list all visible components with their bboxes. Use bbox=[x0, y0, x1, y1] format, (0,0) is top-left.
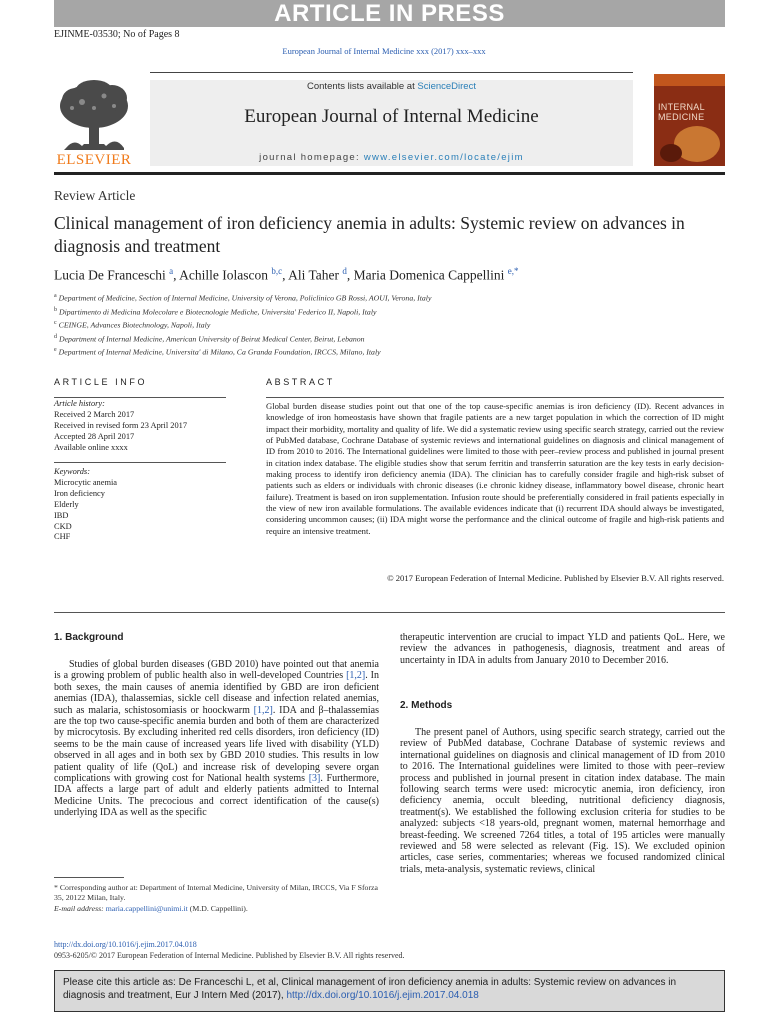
author-affiliation-mark[interactable]: d bbox=[342, 266, 347, 276]
methods-heading: 2. Methods bbox=[400, 700, 453, 711]
affiliation-item: $^a$ Department of Medicine, Section of Internal Medicine, University of Verona, Policlinico GB Rossi, AOUI, Verona, Italy bbox=[54, 293, 432, 303]
history-label: Article history: bbox=[54, 399, 105, 408]
history-item: Accepted 28 April 2017 bbox=[54, 431, 135, 441]
citation-link[interactable]: [3] bbox=[308, 773, 321, 785]
contents-line bbox=[150, 81, 633, 92]
cover-artwork-shadow bbox=[660, 144, 682, 162]
keywords-rule bbox=[54, 462, 226, 463]
citation-doi-link[interactable]: http://dx.doi.org/10.1016/j.ejim.2017.04.018 bbox=[286, 990, 479, 1001]
abstract-heading: ABSTRACT bbox=[266, 377, 335, 387]
keywords-block bbox=[54, 467, 117, 543]
keyword-item: Iron deficiency bbox=[54, 488, 105, 498]
author-affiliation-mark[interactable]: a bbox=[169, 266, 174, 276]
continuation-paragraph: therapeutic intervention are crucial to impact YLD and patients QoL. Here, we review the advances in pathogenesis, diagnosis, treatment and areas of uncertainty in IDA in adults from January 2010 to December 2016. bbox=[400, 632, 725, 666]
article-info-rule bbox=[54, 397, 226, 398]
author-name: Maria Domenica Cappellini bbox=[353, 267, 505, 283]
history-item: Received 2 March 2017 bbox=[54, 409, 135, 419]
issn-line: 0953-6205/© 2017 European Federation of Internal Medicine. Published by Elsevier B.V. All rights reserved. bbox=[54, 951, 405, 960]
footnote-rule bbox=[54, 877, 124, 878]
author-name: Achille Iolascon bbox=[179, 267, 268, 283]
homepage-link[interactable]: www.elsevier.com/locate/ejim bbox=[363, 152, 524, 163]
sciencedirect-link[interactable]: ScienceDirect bbox=[417, 81, 476, 92]
abstract-bottom-rule bbox=[54, 612, 725, 613]
citation-box bbox=[54, 970, 725, 1012]
journal-reference-link[interactable]: European Journal of Internal Medicine xxx (2017) xxx–xxx bbox=[282, 46, 486, 56]
corresponding-author-text: * Corresponding author at: Department of Internal Medicine, University of Milan, IRCCS, Via F Sforza 35, 20122 Milan, Italy. bbox=[54, 883, 378, 903]
author-name: Lucia De Franceschi bbox=[54, 267, 166, 283]
affiliation-item: $^c$ CEINGE, Advances Biotechnology, Napoli, Italy bbox=[54, 320, 211, 330]
article-in-press-banner: ARTICLE IN PRESS bbox=[54, 0, 725, 27]
abstract-top-rule bbox=[266, 397, 724, 398]
journal-cover-thumbnail bbox=[654, 74, 725, 166]
masthead-top-rule bbox=[150, 72, 633, 73]
email-link[interactable]: maria.cappellini@unimi.it bbox=[105, 903, 188, 913]
citation-link[interactable]: [1,2] bbox=[253, 704, 273, 716]
methods-paragraph: The present panel of Authors, using specific search strategy, carried out the review of PubMed database, Cochrane Database of systemic reviews and international guidelines on diagnosis and clinical management of ID from 2010 to 2016. The International guidelines were limited to those with peer–review process and published in journal present in citation index database. The main following search terms were used: microcytic anemia, iron deficiency, iron deficiency anemia, occult bleeding, nutritional deficiency diagnosis, treatment(s). We established the following exclusion criteria for studies to be analyzed: subjects <18 years-old, pregnant women, maternal hemorrhage and breast-feeding. We screened 7264 titles, a total of 195 articles were manually reviewed and 58 were selected as relevant (Fig. 1S). We excluded opinion articles, case series, commentaries; whereas we focused randomized clinical trials, meta-analysis, systematic reviews, clinical bbox=[400, 727, 725, 875]
keyword-item: IBD bbox=[54, 510, 69, 520]
corresponding-author-footnote bbox=[54, 883, 384, 914]
doi-link[interactable]: http://dx.doi.org/10.1016/j.ejim.2017.04.018 bbox=[54, 940, 197, 949]
cover-band bbox=[654, 74, 725, 86]
keyword-item: CKD bbox=[54, 521, 72, 531]
keyword-item: CHF bbox=[54, 532, 71, 542]
background-paragraph: Studies of global burden diseases (GBD 2010) have pointed out that anemia is a growing problem of public health also in well-developed Countries [1,2]. In both sexes, the main causes of anemia identified by GBD are iron deficient anemias (IDA), thalassemias, sickle cell disease and infection related anemias, such as malaria, schistosomiasis or hoockwarm [1,2]. IDA and β–thalassemias are the top two cause-specific anemia burden and both of them are characterized by microcytosis. By excluding inherited red cells disorders, iron deficiency (ID) seems to be the main cause of increased years life lived with disability (YLD) observed in all ages and in both sex by GBD 2010 studies. This results in low patient quality of life (QoL) and increase risk of developing severe organ complications with growing cost for National health systems [3]. Furthermore, IDA affects a large part of adult and elderly patients admitted to Internal Medicine Units. The precocious and correct identification of the cause(s) underlying IDA as well as the specific bbox=[54, 659, 380, 819]
elsevier-wordmark: ELSEVIER bbox=[56, 152, 132, 168]
affiliation-list bbox=[54, 291, 431, 359]
history-item: Received in revised form 23 April 2017 bbox=[54, 420, 188, 430]
masthead-bottom-rule bbox=[54, 172, 725, 175]
email-line: E-mail address: maria.cappellini@unimi.it (M.D. Cappellini). bbox=[54, 903, 248, 913]
homepage-prefix: journal homepage: bbox=[259, 152, 364, 163]
author-name: Ali Taher bbox=[288, 267, 340, 283]
affiliation-item: $^b$ Dipartimento di Medicina Molecolare e Biotecnologie Mediche, Universita' Federico II, Napoli, Italy bbox=[54, 306, 377, 317]
keyword-item: Elderly bbox=[54, 499, 79, 509]
article-info-heading: ARTICLE INFO bbox=[54, 377, 148, 387]
background-section bbox=[54, 659, 379, 819]
author-affiliation-mark[interactable]: b,c bbox=[271, 266, 283, 276]
article-title: Clinical management of iron deficiency anemia in adults: Systemic review on advances in diagnosis and treatment bbox=[54, 213, 685, 256]
journal-homepage-line bbox=[150, 152, 633, 163]
background-heading: 1. Background bbox=[54, 632, 124, 643]
history-item: Available online xxxx bbox=[54, 442, 128, 452]
journal-title: European Journal of Internal Medicine bbox=[244, 106, 539, 127]
cover-title-line-2: MEDICINE bbox=[658, 112, 705, 122]
abstract-copyright: © 2017 European Federation of Internal Medicine. Published by Elsevier B.V. All rights reserved. bbox=[387, 573, 724, 583]
citation-link[interactable]: [1,2] bbox=[346, 670, 366, 682]
keywords-label: Keywords: bbox=[54, 467, 90, 476]
abstract-body: Global burden disease studies point out that one of the top cause-specific anemias is iron deficiency (ID). Recent advances in knowledge of iron homeostasis have shown that fragile patients are a new target population in which the correction of ID might impact their morbidity, mortality and quality of life. We did a systematic review using specific search strategy, carried out the review of PubMed database, Cochrane Database of systemic reviews and international guidelines on diagnosis and clinical management of ID from 2010 to 2016. The International guidelines were limited to those with peer–review process and published in journal present in citation index database. The eligible studies show that serum ferritin and transferrin saturation are the key tests in early decision-making process to identify iron deficiency anemia (IDA). The clinician has to carefully consider fragile and high-risk subset of patients such as elders or individuals with chronic diseases (i.e chronic kidney disease, inflammatory bowel disease, chronic heart failure). Treatment is based on iron supplementation. Infusion route should be preferentially considered in frail patients especially in the view of new iron available formulations. The available evidences indicate that (i) recurrent IDA should always be investigated, considering uncommon causes; (ii) IDA might worse the performance and the clinical outcome of fragile and high-risk patients and require an intensive treatment. bbox=[266, 401, 724, 536]
affiliation-item: $^e$ Department of Internal Medicine, Universita' di Milano, Ca Granda Foundation, IRCCS, Milano, Italy bbox=[54, 347, 381, 357]
methods-section bbox=[400, 727, 725, 875]
author-list: Lucia De Franceschi $^a$, Achille Iolascon $^{b,c}$, Ali Taher $^d$, Maria Domenica Cappellini $^{e,*}$ bbox=[54, 266, 519, 283]
cover-title bbox=[658, 102, 705, 122]
cover-title-line-1: INTERNAL bbox=[658, 102, 705, 112]
author-affiliation-mark[interactable]: e,* bbox=[507, 266, 519, 276]
keyword-item: Microcytic anemia bbox=[54, 477, 118, 487]
citation-text: Please cite this article as: De Franceschi L, et al, Clinical management of iron deficiency anemia in adults: Systemic review on advances in diagnosis and treatment, Eur J Intern Med (2017), bbox=[63, 977, 677, 1001]
article-history bbox=[54, 399, 187, 454]
right-column-continuation bbox=[400, 632, 725, 666]
manuscript-id: EJINME-03530; No of Pages 8 bbox=[54, 29, 180, 40]
article-type: Review Article bbox=[54, 188, 136, 203]
contents-prefix: Contents lists available at bbox=[307, 81, 418, 92]
affiliation-item: $^d$ Department of Internal Medicine, American University of Beirut Medical Center, Beirut, Lebanon bbox=[54, 333, 365, 344]
